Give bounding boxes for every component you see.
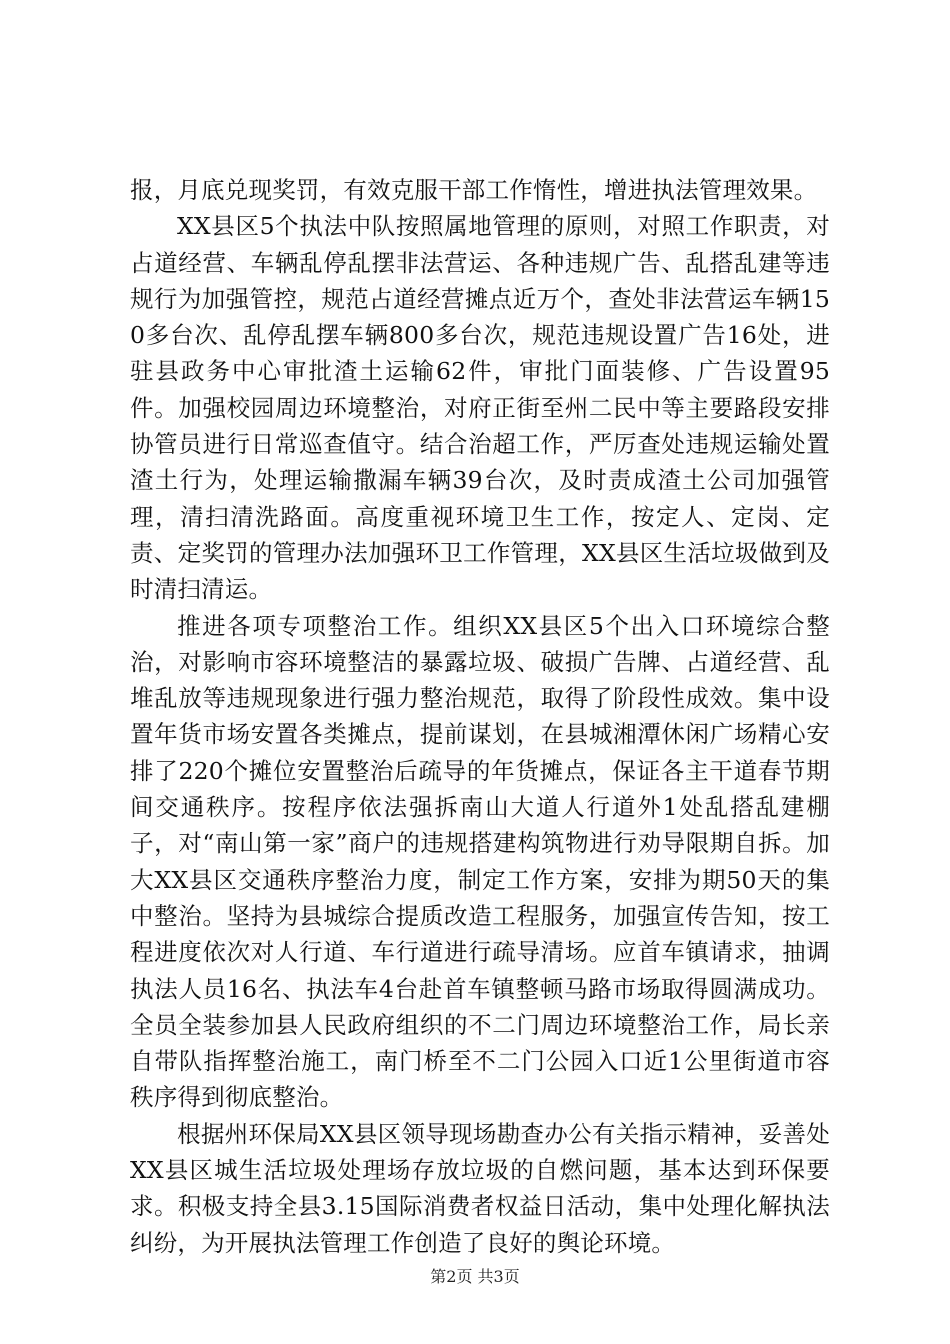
document-body xyxy=(130,172,830,1261)
paragraph-special-rectification: 推进各项专项整治工作。组织XX县区5个出入口环境综合整治，对影响市容环境整洁的暴露垃圾、破损广告牌、占道经营、乱堆乱放等违规现象进行强力整治规范，取得了阶段性成效。集中设置年货市场安置各类摊点，提前谋划，在县城湘潭休闲广场精心安排了220个摊位安置整治后疏导的年货摊点，保证各主干道春节期间交通秩序。按程序依法强拆南山大道人行道外1处乱搭乱建棚子，对“南山第一家”商户的违规搭建构筑物进行劝导限期自拆。加大XX县区交通秩序整治力度，制定工作方案，安排为期50天的集中整治。坚持为县城综合提质改造工程服务，加强宣传告知，按工程进度依次对人行道、车行道进行疏导清场。应首车镇请求，抽调执法人员16名、执法车4台赴首车镇整顿马路市场取得圆满成功。全员全装参加县人民政府组织的不二门周边环境整治工作，局长亲自带队指挥整治施工，南门桥至不二门公园入口近1公里街道市容秩序得到彻底整治。 xyxy=(130,611,830,1112)
paragraph-environmental-protection: 根据州环保局XX县区领导现场勘查办公有关指示精神，妥善处XX县区城生活垃圾处理场存放垃圾的自燃问题，基本达到环保要求。积极支持全县3.15国际消费者权益日活动，集中处理化解执法纠纷，为开展执法管理工作创造了良好的舆论环境。 xyxy=(130,1119,830,1257)
page-number-footer: 第2页 共3页 xyxy=(430,1267,520,1286)
paragraph-continuation: 报，月底兑现奖罚，有效克服干部工作惰性，增进执法管理效果。 xyxy=(130,176,818,204)
paragraph-enforcement-squads: XX县区5个执法中队按照属地管理的原则，对照工作职责，对占道经营、车辆乱停乱摆非法营运、各种违规广告、乱搭乱建等违规行为加强管控，规范占道经营摊点近万个，查处非法营运车辆150多台次、乱停乱摆车辆800多台次，规范违规设置广告16处，进驻县政务中心审批渣土运输62件，审批门面装修、广告设置95件。加强校园周边环境整治，对府正街至州二民中等主要路段安排协管员进行日常巡查值守。结合治超工作，严厉查处违规运输处置渣土行为，处理运输撒漏车辆39台次，及时责成渣土公司加强管理，清扫清洗路面。高度重视环境卫生工作，按定人、定岗、定责、定奖罚的管理办法加强环卫工作管理，XX县区生活垃圾做到及时清扫清运。 xyxy=(130,212,830,604)
